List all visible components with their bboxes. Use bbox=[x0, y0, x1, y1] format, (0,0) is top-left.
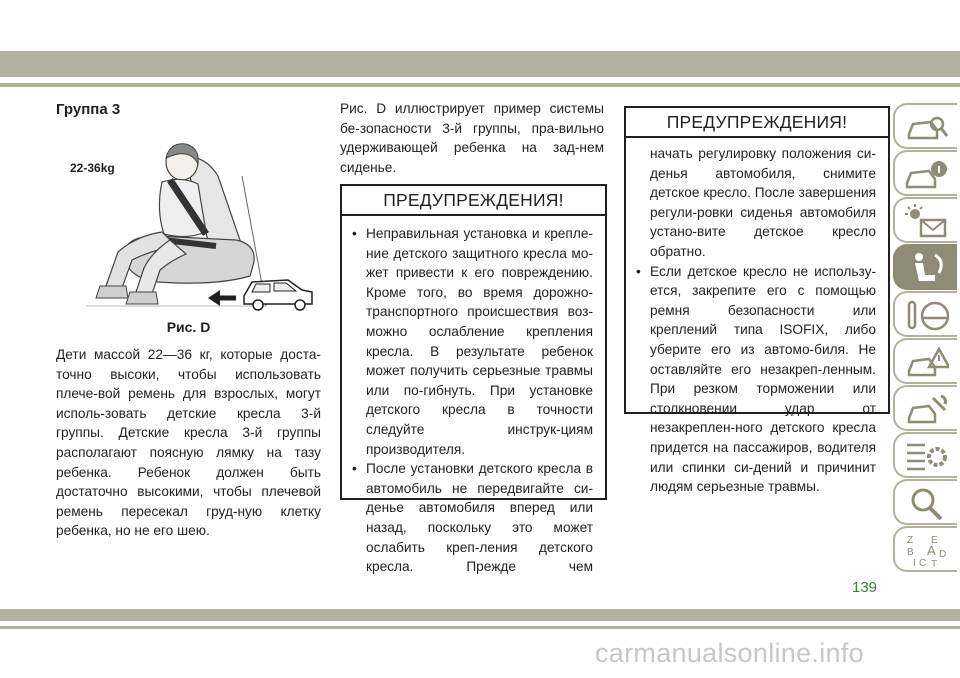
svg-text:B: B bbox=[907, 547, 914, 558]
page-number: 139 bbox=[852, 579, 878, 596]
magnifier-icon bbox=[905, 486, 949, 522]
bullet-icon: • bbox=[352, 461, 357, 477]
list-gear-icon bbox=[905, 439, 949, 475]
bullet-icon: • bbox=[352, 226, 357, 241]
watermark: carmanualsonline.info bbox=[595, 638, 864, 668]
tab-technical-specs[interactable] bbox=[893, 432, 957, 478]
warning-box-1 bbox=[340, 184, 607, 575]
weight-label: 22-36kg bbox=[70, 161, 115, 175]
bullet-icon: • bbox=[636, 263, 641, 279]
tab-car-search[interactable] bbox=[893, 103, 957, 149]
svg-text:T: T bbox=[931, 559, 938, 569]
child-seat-illustration bbox=[66, 136, 321, 316]
warning-list bbox=[342, 216, 605, 577]
tab-starting-driving[interactable] bbox=[893, 291, 957, 337]
paragraph-figure-reference: Рис. D иллюстрирует пример системы бе-зопасности 3-й группы, пра-вильно удерживающей ребенка на зад-нем сиденье. bbox=[340, 101, 604, 175]
car-info-icon bbox=[905, 157, 949, 193]
warning-item: • Неправильная установка и крепле-ние детского защитного кресла мо-жет привести к его повреждению. Кроме того, во время дорожно-транспортного происшествия воз-можно ослабление крепления кресла. В результате ребенок может получить серьезные травмы или по-гибнуть. При установке детского кресла в точности следуйте инструк-циям производителя. bbox=[352, 226, 593, 457]
svg-text:I: I bbox=[913, 558, 916, 569]
svg-text:Z: Z bbox=[907, 535, 914, 546]
hazard-car-icon bbox=[905, 345, 949, 381]
warning-title: ПРЕДУПРЕЖДЕНИЯ! bbox=[342, 186, 605, 216]
alphabet-index-icon bbox=[905, 533, 949, 569]
seat-airbag-icon bbox=[905, 251, 949, 287]
svg-text:E: E bbox=[931, 535, 938, 546]
section-heading: Группа 3 bbox=[56, 101, 121, 118]
warning-list bbox=[626, 262, 888, 497]
header-rule bbox=[0, 83, 960, 87]
tab-safety[interactable] bbox=[893, 244, 957, 290]
warning-item: • Если детское кресло не использу-ется, закрепите его с помощью ремня безопасности или креплений типа ISOFIX, либо уберите его из автомо-биля. Не оставляйте его незакреп-ленным. При резком торможении или столкновении удар от незакреплен-ного детского кресла придется на пассажиров, водителя или спинки си-дений и причинит людям серьезные травмы. bbox=[636, 263, 876, 495]
warning-item: • После установки детского кресла в автомобиль не передвигайте си-денье автомобиля вперед или назад, поскольку это может ослабить креп-ления детского кресла. Прежде чем bbox=[352, 461, 593, 575]
footer-band bbox=[0, 609, 960, 621]
tab-servicing[interactable] bbox=[893, 385, 957, 431]
tab-car-info[interactable] bbox=[893, 150, 957, 196]
warning-title: ПРЕДУПРЕЖДЕНИЯ! bbox=[626, 108, 888, 138]
svg-text:C: C bbox=[919, 558, 927, 569]
svg-text:D: D bbox=[939, 549, 947, 560]
tab-emergency[interactable] bbox=[893, 338, 957, 384]
car-wrench-icon bbox=[905, 392, 949, 428]
tab-warning-lights[interactable] bbox=[893, 197, 957, 243]
warning-continuation: начать регулировку положения си-денья автомобиля, снимите детское кресло. После завершения регули-ровки сиденья автомобиля устано-вите детское кресло обратно. bbox=[650, 146, 876, 259]
warning-box-2 bbox=[624, 106, 890, 495]
tab-index[interactable] bbox=[893, 526, 957, 572]
warning-light-message-icon bbox=[905, 204, 949, 240]
tab-search[interactable] bbox=[893, 479, 957, 525]
header-band bbox=[0, 51, 960, 77]
figure-caption: Рис. D bbox=[166, 319, 211, 335]
figure-d bbox=[66, 136, 321, 316]
key-steering-wheel-icon bbox=[905, 298, 949, 334]
paragraph-group3-description: Дети массой 22—36 кг, которые доста-точно высоки, чтобы использовать плече-вой ремень для взрослых, могут исполь-зовать детские кресла 3-й группы. Детские кресла 3-й группы располагают поясную лямку на тазу ребенка. Ребенок должен быть достаточно высокими, чтобы плечевой ремень пересекал груд-ную клетку ребенка, но не его шею. bbox=[56, 347, 321, 539]
footer-rule bbox=[0, 626, 960, 629]
svg-text:A: A bbox=[927, 543, 936, 558]
car-search-icon bbox=[905, 110, 949, 146]
